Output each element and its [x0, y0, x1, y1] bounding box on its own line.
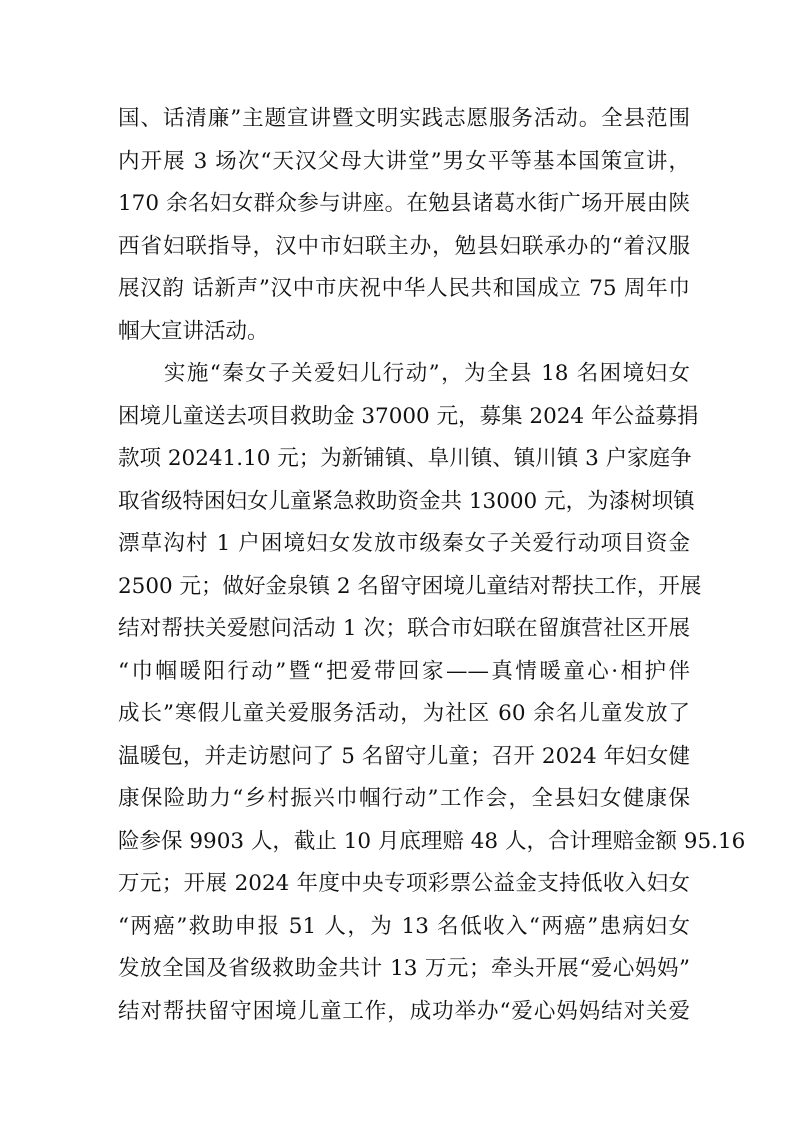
- text-line: 困境儿童送去项目救助金 37000 元，募集 2024 年公益募捐: [118, 403, 699, 429]
- text-line: 发放全国及省级救助金共计 13 万元；牵头开展“爱心妈妈”: [118, 956, 690, 981]
- text-line: 西省妇联指导，汉中市妇联主办，勉县妇联承办的“着汉服: [118, 233, 690, 259]
- text-line: 取省级特困妇女儿童紧急救助资金共 13000 元，为漆树坝镇: [118, 488, 695, 514]
- text-line: 170 余名妇女群众参与讲座。在勉县诸葛水街广场开展由陕: [118, 191, 690, 216]
- text-line: 结对帮扶关爱慰问活动 1 次；联合市妇联在留旗营社区开展: [118, 616, 690, 641]
- text-line: 国、话清廉”主题宣讲暨文明实践志愿服务活动。全县范围: [118, 106, 690, 131]
- text-line: 险参保 9903 人，截止 10 月底理赔 48 人，合计理赔金额 95.16: [118, 828, 746, 854]
- text-line: 漂草沟村 1 户困境妇女发放市级秦女子关爱行动项目资金: [118, 531, 690, 556]
- text-line: 康保险助力“乡村振兴巾帼行动”工作会，全县妇女健康保: [118, 786, 690, 811]
- text-line: 结对帮扶留守困境儿童工作，成功举办“爱心妈妈结对关爱: [118, 998, 690, 1024]
- text-line: 内开展 3 场次“天汉父母大讲堂”男女平等基本国策宣讲，: [118, 148, 690, 174]
- text-line: 帼大宣讲活动。: [118, 318, 269, 344]
- text-line: 款项 20241.10 元；为新铺镇、阜川镇、镇川镇 3 户家庭争: [118, 446, 692, 471]
- text-line: “巾帼暖阳行动”暨“把爱带回家——真情暖童心·相护伴: [118, 658, 690, 684]
- text-line: 2500 元；做好金泉镇 2 名留守困境儿童结对帮扶工作，开展: [118, 573, 702, 599]
- text-line: 实施“秦女子关爱妇儿行动”，为全县 18 名困境妇女: [118, 361, 690, 386]
- text-line: 展汉韵 话新声”汉中市庆祝中华人民共和国成立 75 周年巾: [118, 276, 690, 301]
- text-line: 温暖包，并走访慰问了 5 名留守儿童；召开 2024 年妇女健: [118, 743, 690, 769]
- body-text: [118, 98, 746, 1033]
- text-line: 成长”寒假儿童关爱服务活动，为社区 60 余名儿童发放了: [118, 701, 690, 726]
- text-line: “两癌”救助申报 51 人，为 13 名低收入“两癌”患病妇女: [118, 913, 690, 939]
- text-line: 万元；开展 2024 年度中央专项彩票公益金支持低收入妇女: [118, 871, 690, 896]
